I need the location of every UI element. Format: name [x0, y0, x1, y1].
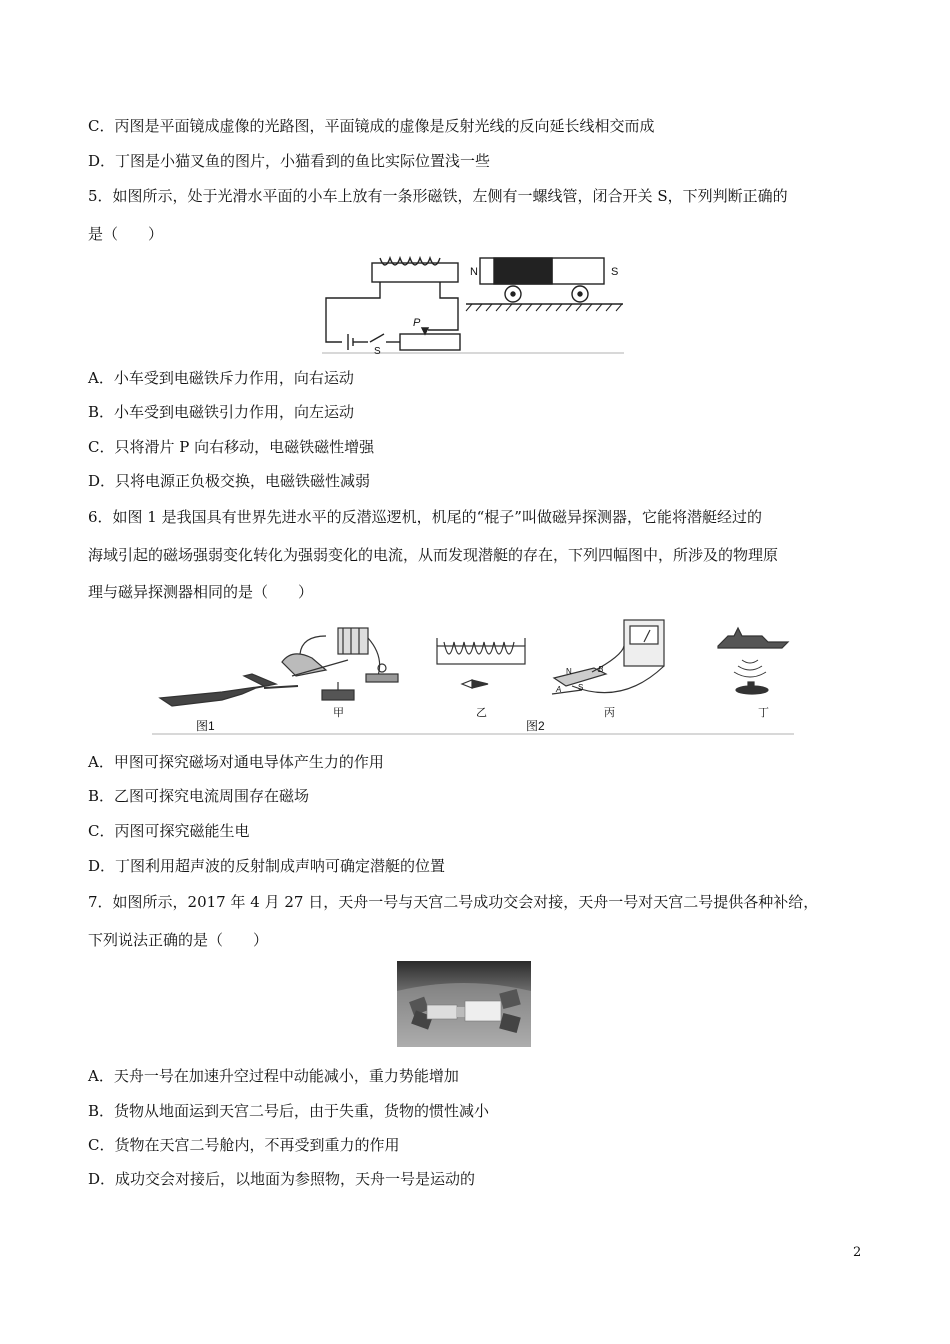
- q6-option-a: A．甲图可探究磁场对通电导体产生力的作用: [88, 753, 384, 771]
- circuit-wire-left: [326, 282, 380, 342]
- rheostat: [400, 334, 460, 350]
- magnet-n-label: N: [470, 266, 478, 278]
- q7-spacecraft-docking-photo: [397, 961, 531, 1047]
- q7-option-c: C．货物在天宫二号舱内，不再受到重力的作用: [88, 1136, 400, 1154]
- bar-magnet-n: [494, 258, 552, 284]
- q6-stem: 6．如图 1 是我国具有世界先进水平的反潜巡逻机，机尾的“棍子”叫做磁异探测器，它能将潜艇经过的: [88, 508, 762, 526]
- ding-ship-submarine-image: [718, 628, 788, 694]
- jia-apparatus-image: [282, 628, 398, 700]
- q5-option-b: B．小车受到电磁铁引力作用，向左运动: [88, 403, 355, 421]
- q6-option-d: D．丁图利用超声波的反射制成声呐可确定潜艇的位置: [88, 857, 446, 875]
- q5-option-c: C．只将滑片 P 向右移动，电磁铁磁性增强: [88, 438, 375, 456]
- label-bing: 丙: [604, 707, 615, 719]
- switch-lever: [370, 334, 384, 342]
- q5-stem-cont: 是（ ）: [88, 225, 164, 243]
- switch-s-label: S: [374, 346, 381, 356]
- circuit-wire-right: [428, 282, 458, 330]
- q7-option-d: D．成功交会对接后，以地面为参照物，天舟一号是运动的: [88, 1170, 476, 1188]
- label-yi: 乙: [476, 707, 487, 719]
- q5-stem: 5．如图所示，处于光滑水平面的小车上放有一条形磁铁，左侧有一螺线管，闭合开关 S，下列判断正确的: [88, 187, 788, 205]
- q4-option-c: C．丙图是平面镜成虚像的光路图，平面镜成的虚像是反射光线的反向延长线相交而成: [88, 117, 655, 135]
- q4-option-d: D．丁图是小猫叉鱼的图片，小猫看到的鱼比实际位置浅一些: [88, 152, 491, 170]
- bing-apparatus-image: [552, 620, 664, 694]
- label-jia: 甲: [333, 707, 344, 719]
- bing-s-label: S: [578, 683, 584, 692]
- label-ding: 丁: [758, 707, 769, 719]
- q5-solenoid-cart-figure: [318, 252, 628, 356]
- q5-option-a: A．小车受到电磁铁斥力作用，向右运动: [88, 369, 354, 387]
- q6-figure-strip: [152, 616, 797, 738]
- bing-a-label: A: [556, 685, 562, 694]
- bing-b-label: B: [598, 665, 604, 674]
- page-number: 2: [853, 1245, 862, 1260]
- q7-option-b: B．货物从地面运到天宫二号后，由于失重，货物的惯性减小: [88, 1102, 490, 1120]
- q6-option-b: B．乙图可探究电流周围存在磁场: [88, 787, 310, 805]
- q6-stem-cont-2: 理与磁异探测器相同的是（ ）: [88, 583, 314, 601]
- solenoid-coil: [380, 258, 440, 265]
- magnet-s-label: S: [611, 266, 619, 278]
- q6-stem-cont-1: 海域引起的磁场强弱变化转化为强弱变化的电流，从而发现潜艇的存在，下列四幅图中，所涉及的物理原: [88, 546, 779, 564]
- q7-option-a: A．天舟一号在加速升空过程中动能减小，重力势能增加: [88, 1067, 459, 1085]
- solenoid-core: [372, 263, 458, 282]
- q7-stem: 7．如图所示，2017 年 4 月 27 日，天舟一号与天宫二号成功交会对接，天舟一号对天宫二号提供各种补给，: [88, 893, 819, 911]
- label-fig1: 图1: [196, 719, 215, 733]
- yi-solenoid-image: [437, 638, 525, 688]
- label-fig2: 图2: [526, 719, 545, 733]
- bing-n-label: N: [566, 667, 572, 676]
- q7-stem-cont: 下列说法正确的是（ ）: [88, 931, 269, 949]
- q5-option-d: D．只将电源正负极交换，电磁铁磁性减弱: [88, 472, 371, 490]
- patrol-aircraft-image: [160, 674, 298, 706]
- slider-p-label: P: [413, 317, 421, 329]
- q6-option-c: C．丙图可探究磁能生电: [88, 822, 250, 840]
